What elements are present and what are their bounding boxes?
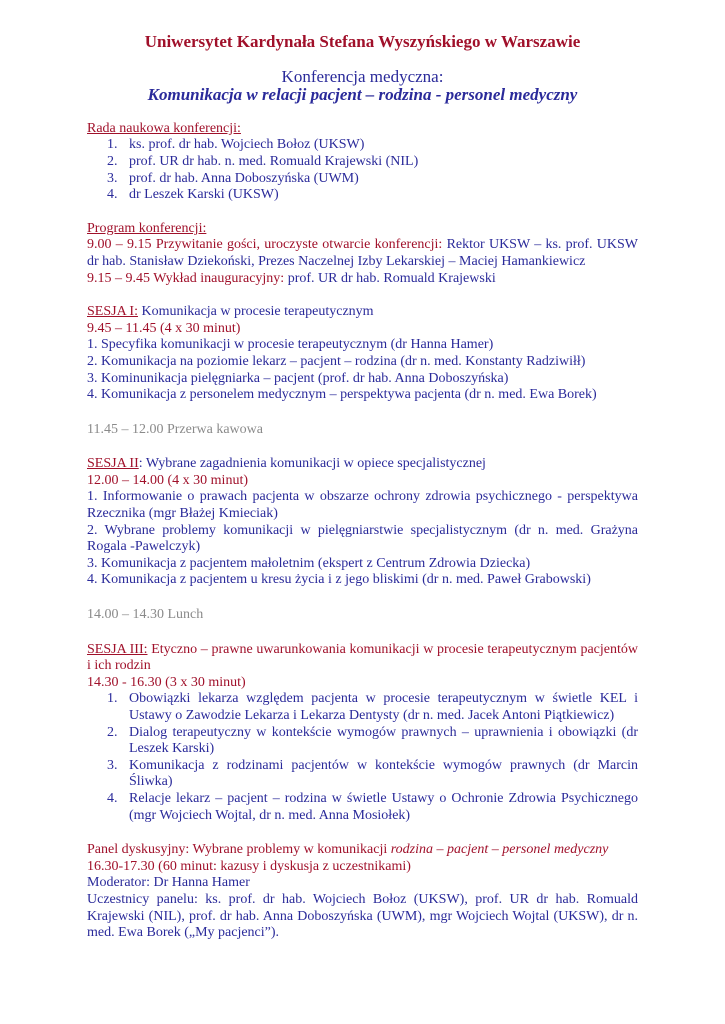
council-member: dr Leszek Karski (UKSW) bbox=[129, 187, 279, 203]
panel-title-prefix: Panel dyskusyjny: Wybrane problemy w komunikacji bbox=[87, 842, 391, 858]
conference-title: Komunikacja w relacji pacjent – rodzina - personel medyczny bbox=[147, 85, 578, 105]
program-opening bbox=[87, 237, 638, 270]
document-page bbox=[87, 34, 638, 942]
session3-time: 14.30 - 16.30 (3 x 30 minut) bbox=[87, 674, 246, 690]
session1-item: 3. Kominunikacja pielęgniarka – pacjent (prof. dr hab. Anna Doboszyńska) bbox=[87, 370, 509, 386]
session3-header bbox=[87, 642, 638, 675]
session2-title: : Wybrane zagadnienia komunikacji w opiece specjalistycznej bbox=[138, 456, 486, 472]
conference-label: Konferencja medyczna: bbox=[281, 66, 444, 86]
panel-time: 16.30-17.30 (60 minut: kazusy i dyskusja z uczestnikami) bbox=[87, 858, 411, 874]
session3-item: Obowiązki lekarza względem pacjenta w procesie terapeutycznym w świetle KEL i Ustawy o Zawodzie Lekarza i Lekarza Dentysty (dr n. med. Jacek Antoni Piątkiewicz) bbox=[129, 691, 638, 723]
session3-title: Etyczno – prawne uwarunkowania komunikacji w procesie terapeutycznym pacjentów i ich rodzin bbox=[87, 641, 638, 674]
session1-item: 1. Specyfika komunikacji w procesie terapeutycznym (dr Hanna Hamer) bbox=[87, 337, 494, 353]
session1-label: SESJA I: bbox=[87, 304, 138, 320]
session2-header bbox=[87, 456, 638, 473]
council-member: prof. dr hab. Anna Doboszyńska (UWM) bbox=[129, 170, 359, 186]
council-heading: Rada naukowa konferencji: bbox=[87, 120, 241, 136]
program-heading: Program konferencji: bbox=[87, 220, 207, 236]
panel-participants: Uczestnicy panelu: ks. prof. dr hab. Wojciech Bołoz (UKSW), prof. UR dr hab. Romuald Krajewski (NIL), prof. dr hab. Anna Doboszyńska (UWM), mgr Wojciech Wojtal (UKSW), dr n. med. Ewa Borek („My pacjenci”). bbox=[87, 891, 638, 941]
panel-title bbox=[87, 842, 638, 859]
opening-time-title: 9.00 – 9.15 Przywitanie gości, uroczyste otwarcie konferencji: bbox=[87, 237, 443, 253]
session3-item: Dialog terapeutyczny w kontekście wymogów prawnych – uprawnienia i obowiązki (dr Leszek Karski) bbox=[129, 724, 638, 757]
council-member: ks. prof. dr hab. Wojciech Bołoz (UKSW) bbox=[129, 137, 365, 153]
council-list bbox=[87, 137, 638, 203]
session2-item: 1. Informowanie o prawach pacjenta w obszarze ochrony zdrowia psychicznego - perspektywa Rzecznika (mgr Błażej Kmieciak) bbox=[87, 489, 638, 522]
session2-label: SESJA II bbox=[87, 456, 139, 472]
session3-list bbox=[87, 691, 638, 824]
session2-time: 12.00 – 14.00 (4 x 30 minut) bbox=[87, 472, 248, 488]
session1-item: 2. Komunikacja na poziomie lekarz – pacjent – rodzina (dr n. med. Konstanty Radziwiłł) bbox=[87, 353, 586, 369]
lecture-speaker: prof. UR dr hab. Romuald Krajewski bbox=[287, 270, 496, 286]
session2-item: 3. Komunikacja z pacjentem małoletnim (ekspert z Centrum Zdrowia Dziecka) bbox=[87, 555, 531, 571]
coffee-break: 11.45 – 12.00 Przerwa kawowa bbox=[87, 421, 263, 437]
lunch-break: 14.00 – 14.30 Lunch bbox=[87, 607, 204, 623]
council-member: prof. UR dr hab. n. med. Romuald Krajewski (NIL) bbox=[129, 153, 419, 169]
opening-speakers: Rektor UKSW – ks. prof. UKSW dr hab. Stanisław Dziekoński, Prezes Naczelnej Izby Lekarskiej – Maciej Hamankiewicz bbox=[87, 237, 639, 269]
session3-item: Komunikacja z rodzinami pacjentów w kontekście wymogów prawnych (dr Marcin Śliwka) bbox=[129, 757, 638, 790]
panel-moderator: Moderator: Dr Hanna Hamer bbox=[87, 875, 250, 891]
session1-time: 9.45 – 11.45 (4 x 30 minut) bbox=[87, 320, 241, 336]
program-lecture bbox=[87, 271, 638, 288]
lecture-time-title: 9.15 – 9.45 Wykład inauguracyjny: bbox=[87, 270, 285, 286]
session1-item: 4. Komunikacja z personelem medycznym – perspektywa pacjenta (dr n. med. Ewa Borek) bbox=[87, 387, 597, 403]
session3-item: Relacje lekarz – pacjent – rodzina w świetle Ustawy o Ochronie Zdrowia Psychicznego (mgr Wojciech Wojtal, dr n. med. Anna Mosiołek) bbox=[129, 790, 638, 823]
session2-item: 4. Komunikacja z pacjentem u kresu życia i z jego bliskimi (dr n. med. Paweł Grabowski) bbox=[87, 572, 591, 588]
session1-title: Komunikacja w procesie terapeutycznym bbox=[137, 304, 374, 320]
session2-item: 2. Wybrane problemy komunikacji w pielęgniarstwie specjalistycznym (dr n. med. Grażyna Rogala -Pawelczyk) bbox=[87, 522, 638, 555]
session3-label: SESJA III: bbox=[87, 641, 148, 657]
session1-header bbox=[87, 304, 638, 321]
university-title: Uniwersytet Kardynała Stefana Wyszyńskiego w Warszawie bbox=[144, 32, 581, 51]
panel-title-italic: rodzina – pacjent – personel medyczny bbox=[390, 842, 609, 858]
